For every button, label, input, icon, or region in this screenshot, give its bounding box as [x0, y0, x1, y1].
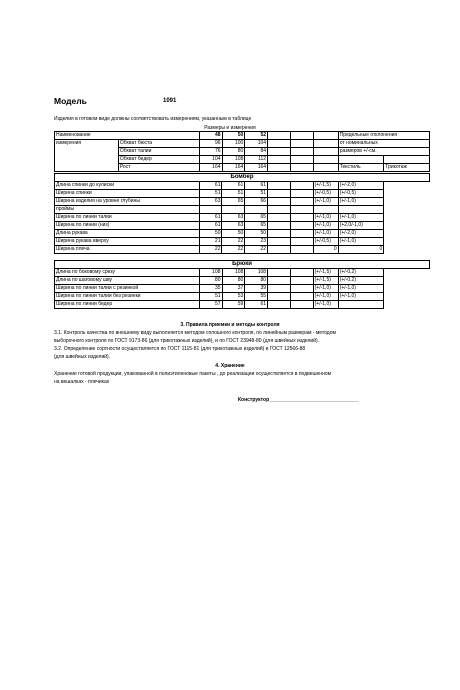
textile-tolerance	[313, 206, 338, 214]
empty-cell	[268, 246, 291, 254]
cell-value: 80	[222, 148, 245, 156]
rules-p1-line2: выборочного контроля по ГОСТ 9173-86 (для трикотажных изделий), и по ГОСТ 23948-80 (для швейных изделий).	[54, 338, 320, 344]
row-label: Ширина по линии талии без резинки	[55, 293, 200, 301]
empty-cell	[268, 182, 291, 190]
textile-tolerance: 0	[313, 246, 338, 254]
knit-tolerance: (+/-1,0)	[338, 198, 384, 206]
empty-cell	[290, 182, 313, 190]
sizes-title: Размеры и измерения	[204, 125, 256, 131]
empty-cell	[268, 293, 291, 301]
knit-tolerance: (+/-1,0)	[338, 285, 384, 293]
textile-tolerance: (+/-1,5)	[313, 269, 338, 277]
table-row	[55, 140, 430, 148]
table-row	[55, 246, 430, 254]
textile-tolerance: (+/-1,5)	[313, 277, 338, 285]
empty-cell	[268, 190, 291, 198]
empty-cell	[290, 277, 313, 285]
pants-rows	[55, 269, 430, 309]
empty-cell	[268, 222, 291, 230]
cell-value	[222, 206, 245, 214]
size-50: 50	[222, 132, 245, 140]
measurements-header-row	[55, 132, 430, 140]
knit-tolerance: (+/-0,2)	[338, 269, 384, 277]
cell-value: 61	[199, 182, 222, 190]
knit-tolerance: 0	[338, 246, 384, 254]
cell-value: 22	[199, 246, 222, 254]
cell-value: 65	[245, 222, 268, 230]
textile-tolerance: (+/-1,0)	[313, 198, 338, 206]
cell-value: 76	[199, 148, 222, 156]
table-row	[55, 214, 430, 222]
constructor-signature-line: Конструктор________________________________	[238, 397, 359, 403]
cell-value: 61	[199, 214, 222, 222]
empty-cell	[290, 190, 313, 198]
knit-tolerance: (+/-1,0)	[338, 214, 384, 222]
empty-cell	[290, 238, 313, 246]
cell-value: 61	[245, 182, 268, 190]
cell-value: 80	[199, 277, 222, 285]
cell-value: 65	[222, 198, 245, 206]
row-label: Длина по боковому срезу	[55, 269, 200, 277]
table-row	[55, 182, 430, 190]
deviation-label-3: размеров +/-см.	[338, 148, 429, 156]
cell-value: 22	[222, 246, 245, 254]
cell-value: 108	[222, 269, 245, 277]
textile-tolerance: (+/-1,5)	[313, 182, 338, 190]
empty-cell	[290, 285, 313, 293]
textile-tolerance: (+/-0,5)	[313, 238, 338, 246]
cell-value: 51	[199, 190, 222, 198]
row-label: проймы	[55, 206, 200, 214]
row-label: Ширина изделия на уровне глубины	[55, 198, 200, 206]
row-label: Длина рукава	[55, 230, 200, 238]
table-row	[55, 164, 430, 172]
knit-tolerance: (+/-1,0)	[338, 293, 384, 301]
empty-cell	[268, 230, 291, 238]
cell-value: 108	[199, 269, 222, 277]
knit-tolerance	[338, 206, 384, 214]
table-row	[55, 293, 430, 301]
cell-value: 164	[245, 164, 268, 172]
cell-value: 61	[222, 182, 245, 190]
cell-value: 51	[245, 190, 268, 198]
rules-p1-line1: 3.1. Контроль качества по внешнему виду выполняется методом сплошного контроля, по линейным размерам - методом	[54, 330, 336, 336]
empty-cell	[290, 246, 313, 254]
row-label: Ширина спинки	[55, 190, 200, 198]
row-label: Ширина по линии бедер	[55, 301, 200, 309]
storage-heading: 4. Хранение	[215, 363, 245, 369]
empty-cell	[290, 293, 313, 301]
cell-value: 35	[199, 285, 222, 293]
cell-value: 104	[245, 140, 268, 148]
empty-cell	[268, 277, 291, 285]
textile-tolerance: (+/-1,0)	[313, 222, 338, 230]
empty-cell	[268, 214, 291, 222]
cell-value: 37	[222, 285, 245, 293]
bomber-rows	[55, 182, 430, 254]
pants-table	[54, 260, 430, 309]
empty-cell	[268, 238, 291, 246]
textile-tolerance: (+/-1,0)	[313, 293, 338, 301]
cell-value: 50	[222, 230, 245, 238]
row-label: Обхват талии	[118, 148, 199, 156]
cell-value: 39	[245, 285, 268, 293]
row-label: Обхват бюста	[118, 140, 199, 148]
table-row	[55, 222, 430, 230]
cell-value: 66	[245, 198, 268, 206]
textile-tolerance: (+/-1,0)	[313, 230, 338, 238]
cell-value: 51	[199, 293, 222, 301]
cell-value: 61	[199, 222, 222, 230]
empty-cell	[290, 269, 313, 277]
table-row	[55, 269, 430, 277]
table-row	[55, 156, 430, 164]
empty-cell	[290, 222, 313, 230]
textile-tolerance: (+/-1,0)	[313, 301, 338, 309]
measurements-table	[54, 131, 430, 172]
cell-value: 22	[245, 246, 268, 254]
rules-heading: 3. Правила приемки и методы контроля	[180, 322, 280, 328]
row-label: Ширина рукава вверху	[55, 238, 200, 246]
cell-value: 112	[245, 156, 268, 164]
row-label: Ширина по линии талии с резинкой	[55, 285, 200, 293]
table-row	[55, 277, 430, 285]
row-label: Обхват бедер	[118, 156, 199, 164]
cell-value: 84	[245, 148, 268, 156]
cell-value: 108	[245, 269, 268, 277]
empty-cell	[268, 206, 291, 214]
textile-tolerance: (+/-1,0)	[313, 285, 338, 293]
empty-cell	[290, 206, 313, 214]
cell-value: 63	[222, 214, 245, 222]
empty-cell	[268, 301, 291, 309]
cell-value: 63	[199, 198, 222, 206]
table-row	[55, 206, 430, 214]
storage-line2: на вешалках - плечиках	[54, 379, 110, 385]
cell-value: 23	[245, 238, 268, 246]
table-row	[55, 198, 430, 206]
deviation-label: Предельные отклонения	[338, 132, 429, 140]
cell-value: 65	[245, 214, 268, 222]
table-row	[55, 301, 430, 309]
empty-cell	[268, 198, 291, 206]
cell-value	[245, 206, 268, 214]
cell-value: 53	[222, 293, 245, 301]
knit-tolerance: (+/-1,0)	[338, 238, 384, 246]
cell-value: 164	[199, 164, 222, 172]
row-label: Ширина плеча	[55, 246, 200, 254]
bomber-table	[54, 173, 430, 254]
row-label: Рост	[118, 164, 199, 172]
row-label: Ширина по линии (низ)	[55, 222, 200, 230]
name-label-2: измерения	[55, 140, 119, 148]
row-label: Длина спинки до кулиски	[55, 182, 200, 190]
table-row	[55, 285, 430, 293]
model-label: Модель	[54, 96, 87, 106]
storage-line1: Хранение готовой продукции, упакованной в полиэтиленовые пакеты , до реализации осуществляется в подвешенном	[54, 371, 332, 377]
cell-value: 108	[222, 156, 245, 164]
model-number: 1091	[163, 98, 177, 104]
empty-cell	[290, 198, 313, 206]
knit-tolerance	[338, 301, 384, 309]
row-label: Ширина по линии талии	[55, 214, 200, 222]
knit-tolerance: (+2,0/-1,0)	[338, 222, 384, 230]
cell-value: 55	[245, 293, 268, 301]
cell-value: 100	[222, 140, 245, 148]
rules-paragraph-1	[54, 329, 424, 361]
table-row	[55, 230, 430, 238]
cell-value: 21	[199, 238, 222, 246]
rules-p2-line2: (для швейных изделий).	[54, 354, 111, 360]
rules-p2-line1: 3.2. Определение сортности осуществляется по ГОСТ 1115-81 (для трикотажных изделий) и ГОСТ 12566-88	[54, 346, 306, 352]
size-52: 52	[245, 132, 268, 140]
knit-tolerance: (+/-0,5)	[338, 190, 384, 198]
table-row	[55, 238, 430, 246]
table-row	[55, 148, 430, 156]
deviation-label-2: от номинальных	[338, 140, 429, 148]
table-row	[55, 190, 430, 198]
cell-value: 80	[245, 277, 268, 285]
cell-value	[199, 206, 222, 214]
bomber-title: Бомбер	[55, 174, 430, 182]
cell-value: 57	[199, 301, 222, 309]
storage-paragraph	[54, 370, 424, 386]
cell-value: 80	[222, 277, 245, 285]
empty-cell	[268, 269, 291, 277]
empty-cell	[290, 230, 313, 238]
cell-value: 61	[245, 301, 268, 309]
knit-tolerance: (+/-2,0)	[338, 230, 384, 238]
cell-value: 22	[222, 238, 245, 246]
intro-text: Изделия в готовом виде должны соответствовать измерениям, указанным в таблице	[54, 116, 252, 122]
pants-title: Брюки	[55, 261, 430, 269]
row-label: Длина по шаговому шву	[55, 277, 200, 285]
textile-tolerance: (+/-0,5)	[313, 190, 338, 198]
cell-value: 63	[222, 222, 245, 230]
textile-tolerance: (+/-1,0)	[313, 214, 338, 222]
cell-value: 59	[222, 301, 245, 309]
cell-value: 96	[199, 140, 222, 148]
cell-value: 104	[199, 156, 222, 164]
size-48: 48	[199, 132, 222, 140]
name-label: Наименование	[55, 132, 119, 140]
textile-label: Текстиль	[338, 164, 384, 172]
cell-value: 51	[222, 190, 245, 198]
knit-tolerance: (+/-2,0)	[338, 182, 384, 190]
empty-cell	[290, 214, 313, 222]
cell-value: 164	[222, 164, 245, 172]
cell-value: 50	[245, 230, 268, 238]
knit-label: Трикотаж	[384, 164, 430, 172]
knit-tolerance: (+/-0,2)	[338, 277, 384, 285]
cell-value: 50	[199, 230, 222, 238]
empty-cell	[268, 285, 291, 293]
empty-cell	[290, 301, 313, 309]
